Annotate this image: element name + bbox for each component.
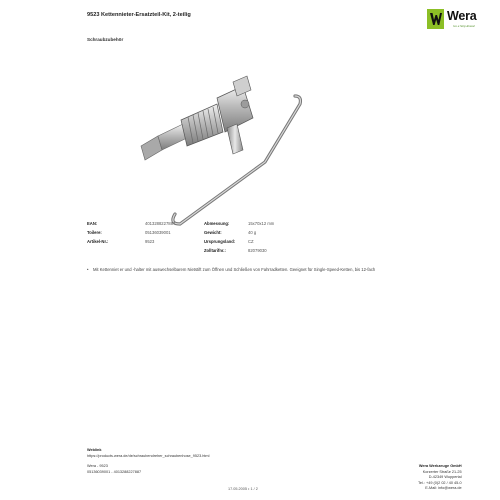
spec-row: Toilere: 05136039001: [87, 230, 171, 235]
product-image: [125, 74, 355, 229]
spec-row: Gewicht: 40 g: [204, 230, 257, 235]
spec-row: Ursprungsland: CZ: [204, 239, 254, 244]
spec-row: Abmessung: 15x70x12 mm: [204, 221, 275, 226]
page-number: 17.05.2005 • 1 / 2: [228, 487, 258, 491]
logo-wordmark: Wera: [447, 9, 477, 23]
company-address: Wera Werkzeuge GmbH Korzerter Straße 21-25 D-42349 Wuppertal Tel.: +49 (0)2 02 / 40 45-0 E-Mail: info@wera.de: [418, 464, 462, 491]
weblink-block: [87, 448, 209, 459]
wera-logo-mark-icon: [427, 9, 444, 29]
page-title: 9523 Kettennieter-Ersatzteil-Kit, 2-teilig: [87, 12, 191, 18]
category-subtitle: Schraubzubehör: [87, 37, 124, 42]
spec-left: [87, 219, 175, 246]
weblink-label: Weblink: [87, 448, 102, 452]
description-text: Mit Kettenniet er und -halter mit auswechselbarem Nietstift zum Öffnen und Schließen von Fahrradketten. Geeignet für Single-Speed-Ketten, bis 12-fach: [93, 267, 376, 272]
wera-logo: [427, 9, 493, 31]
logo-tagline: Go a Step Ahead: [453, 24, 475, 28]
spec-row: Zolltarifnr.: 82079030: [204, 248, 267, 253]
bullet-icon: •: [87, 267, 89, 272]
spec-right: [204, 219, 274, 255]
spec-row: Artikel-Nr.: 9523: [87, 239, 155, 244]
spec-row: EAN: 4013288227887: [87, 221, 176, 226]
footer-product-info: Wera - 9523 05136039001 - 4013288227887: [87, 464, 142, 474]
weblink-url[interactable]: https://products.wera.de/de/schraubendreher_schraubenhose_9523.html: [87, 453, 210, 458]
